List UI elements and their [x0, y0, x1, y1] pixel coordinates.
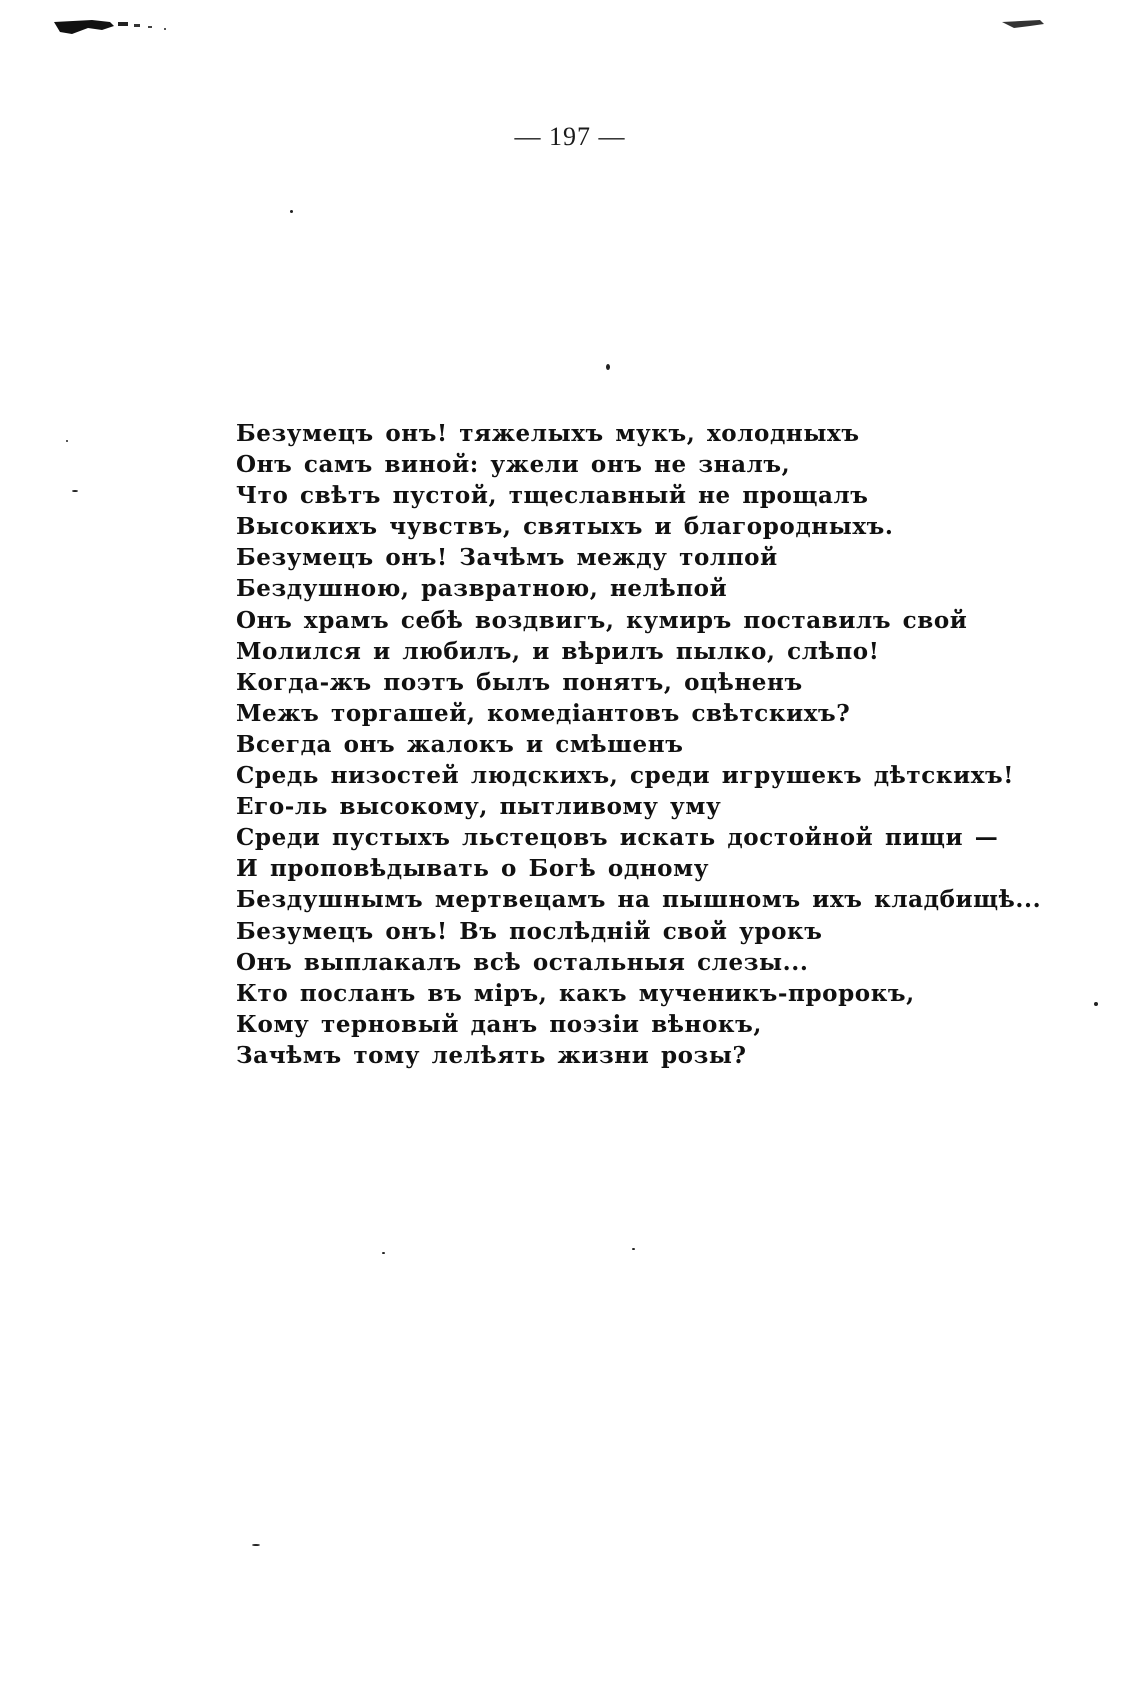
- poem-line: Кому терновый данъ поэзіи вѣнокъ,: [236, 1010, 762, 1038]
- scan-speck: [72, 490, 78, 492]
- poem-line: Безумецъ онъ! Въ послѣдній свой урокъ: [236, 917, 823, 945]
- poem-line: Бездушною, развратною, нелѣпой: [236, 575, 728, 603]
- scan-speck: [290, 210, 293, 213]
- poem-line: Онъ храмъ себѣ воздвигъ, кумиръ поставилъ свой: [236, 606, 968, 634]
- poem-line: Всегда онъ жалокъ и смѣшенъ: [236, 730, 684, 758]
- poem-line: Зачѣмъ тому лелѣять жизни розы?: [236, 1041, 747, 1069]
- poem-line: Средь низостей людскихъ, среди игрушекъ дѣтскихъ!: [236, 762, 1014, 790]
- poem-line: Онъ выплакалъ всѣ остальныя слезы...: [236, 948, 809, 976]
- poem-line: И проповѣдывать о Богѣ одному: [236, 855, 710, 883]
- poem-line: Онъ самъ виной: ужели онъ не зналъ,: [236, 451, 791, 479]
- poem-line: Молился и любилъ, и вѣрилъ пылко, слѣпо!: [236, 637, 880, 665]
- scan-speck: [252, 1544, 260, 1546]
- scan-speck: [606, 364, 610, 370]
- page-number: — 197 —: [514, 122, 626, 151]
- poem-line: Бездушнымъ мертвецамъ на пышномъ ихъ кладбищѣ...: [236, 886, 1042, 914]
- poem-line: Что свѣтъ пустой, тщеславный не прощалъ: [236, 482, 869, 510]
- poem-line: Безумецъ онъ! тяжелыхъ мукъ, холодныхъ: [236, 420, 860, 447]
- scan-speck: [382, 1252, 385, 1254]
- poem-line: Безумецъ онъ! Зачѣмъ между толпой: [236, 544, 778, 572]
- poem-line: Межъ торгашей, комедіантовъ свѣтскихъ?: [236, 699, 851, 727]
- poem-line: Кто посланъ въ міръ, какъ мученикъ-пророкъ,: [236, 979, 915, 1007]
- poem-line: Высокихъ чувствъ, святыхъ и благородныхъ.: [236, 513, 894, 541]
- scan-speck: [632, 1248, 635, 1250]
- poem-body: [236, 418, 1042, 1071]
- scan-noise-top-right: [1000, 16, 1060, 32]
- scan-speck: [1094, 1002, 1098, 1006]
- scan-noise-top-left: [52, 16, 192, 46]
- poem-line: Когда-жъ поэтъ былъ понятъ, оцѣненъ: [236, 668, 803, 696]
- poem-line: Его-ль высокому, пытливому уму: [236, 793, 722, 821]
- scan-speck: [66, 440, 68, 442]
- poem-line: Среди пустыхъ льстецовъ искать достойной пищи —: [236, 824, 999, 852]
